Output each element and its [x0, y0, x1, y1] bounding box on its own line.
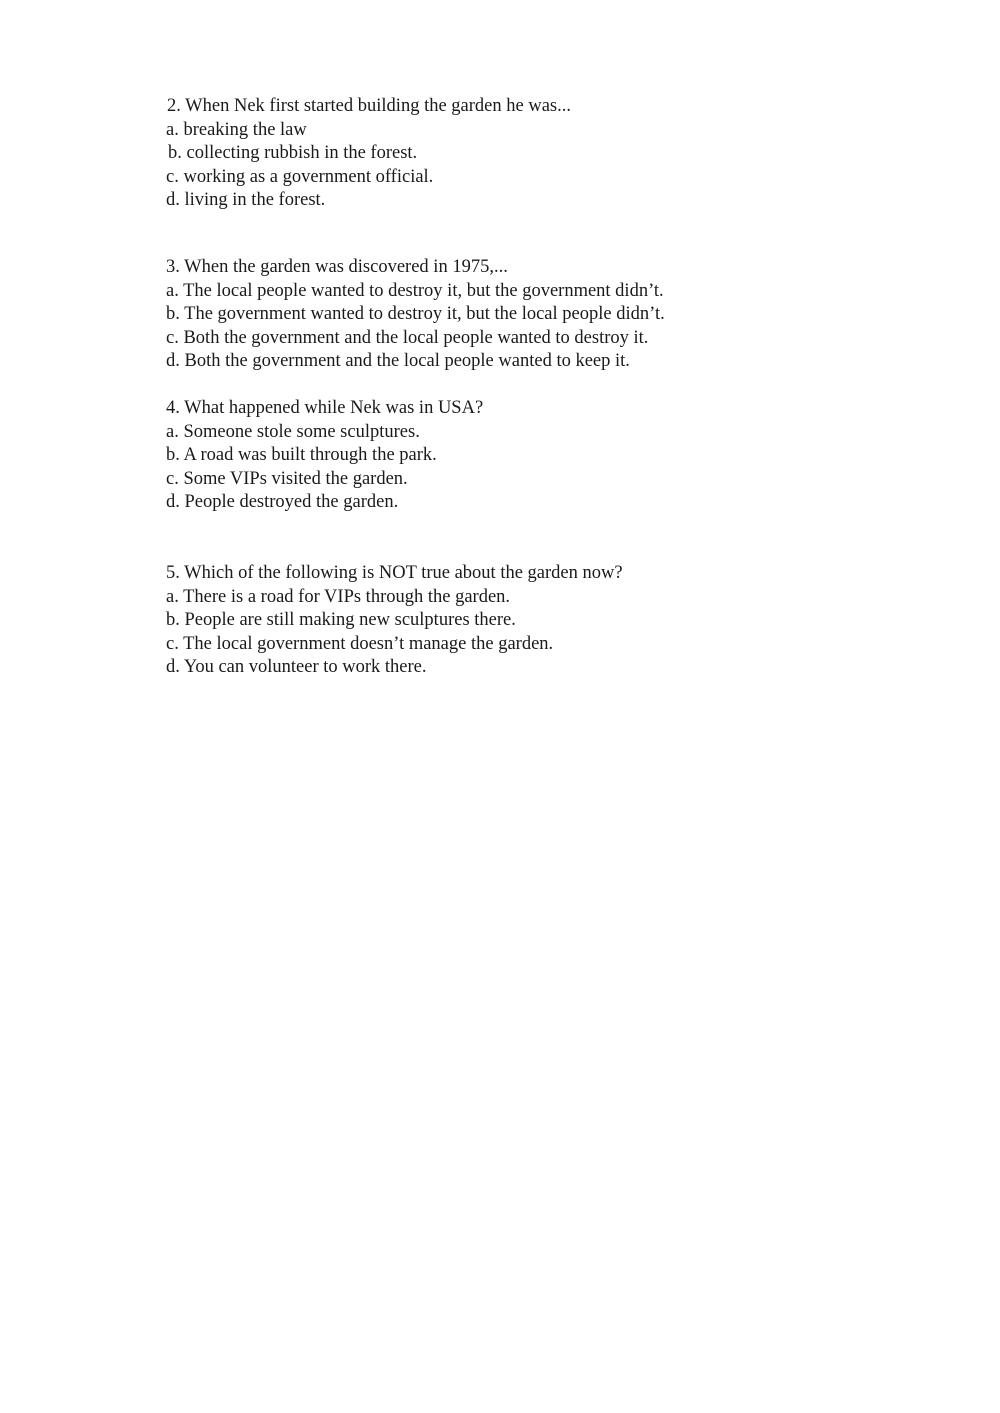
answer-option-d: d. living in the forest.: [166, 190, 326, 210]
answer-option-a: a. breaking the law: [166, 119, 307, 140]
question-prompt: 2. When Nek first started building the garden he was...: [167, 96, 571, 116]
answer-option-d: d. People destroyed the garden.: [166, 492, 399, 512]
question-prompt: 3. When the garden was discovered in 1975,...: [166, 257, 508, 277]
question-3: [166, 256, 866, 374]
answer-option-c: c. The local government doesn’t manage the garden.: [166, 633, 554, 654]
answer-option-a: a. There is a road for VIPs through the garden.: [166, 586, 511, 607]
answer-option-b: b. People are still making new sculptures there.: [166, 610, 516, 630]
answer-option-d: d. You can volunteer to work there.: [166, 657, 427, 677]
answer-option-d: d. Both the government and the local people wanted to keep it.: [166, 351, 630, 371]
question-prompt: 4. What happened while Nek was in USA?: [166, 398, 484, 418]
question-2: [166, 95, 866, 213]
answer-option-a: a. The local people wanted to destroy it, but the government didn’t.: [166, 280, 664, 301]
question-prompt: 5. Which of the following is NOT true about the garden now?: [166, 563, 623, 583]
answer-option-c: c. Both the government and the local people wanted to destroy it.: [166, 327, 649, 348]
answer-option-b: b. A road was built through the park.: [166, 445, 437, 465]
answer-option-b: b. collecting rubbish in the forest.: [168, 143, 418, 163]
question-5: [166, 562, 866, 680]
answer-option-c: c. working as a government official.: [166, 166, 434, 187]
question-4: [166, 397, 866, 515]
answer-option-b: b. The government wanted to destroy it, but the local people didn’t.: [166, 304, 665, 324]
answer-option-a: a. Someone stole some sculptures.: [166, 421, 420, 442]
answer-option-c: c. Some VIPs visited the garden.: [166, 468, 408, 489]
